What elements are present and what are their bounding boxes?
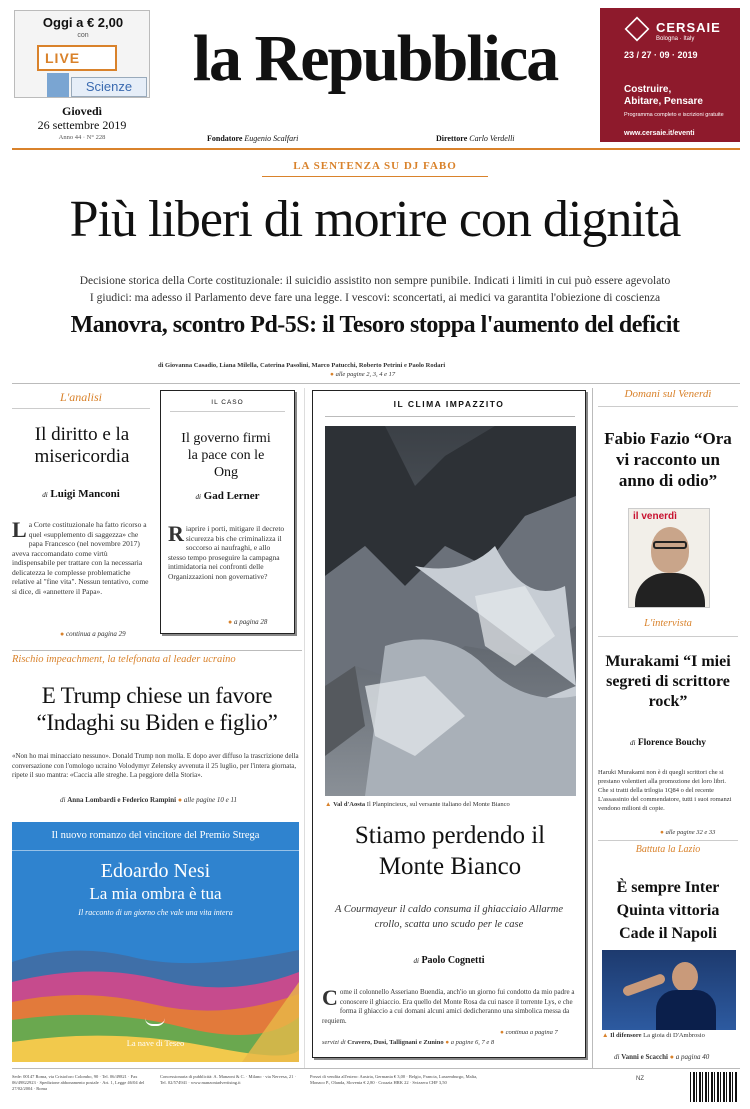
founder-label: Fondatore — [207, 134, 243, 143]
scienze-cover — [47, 73, 69, 97]
analisi-dropcap: L — [12, 517, 27, 542]
venerdi-label: Domani sul Venerdì — [624, 388, 712, 400]
clima-deck: A Courmayeur il caldo consuma il ghiacciaio Allarme crollo, scatta uno scudo per le case — [335, 904, 563, 930]
caso-body — [168, 521, 288, 581]
caso-dropcap: R — [168, 521, 184, 546]
lead-bylines: di Giovanna Casadio, Liana Milella, Caterina Pasolini, Marco Patucchi, Roberto Petrini e Paolo Rodari — [158, 362, 446, 369]
lead-deck-2: I giudici: ma adesso il Parlamento deve fare una legge. I vescovi: sconcertati, ai medici va garantita l'obiezione di coscienza — [89, 292, 661, 304]
book-ad[interactable] — [12, 822, 299, 1062]
analisi-continue — [60, 630, 126, 640]
caso-byline — [160, 490, 295, 502]
arrow-icon: ● — [445, 1039, 450, 1046]
date-day: Giovedì — [61, 104, 102, 118]
lazio-authors: Vanni e Scacchi — [621, 1053, 669, 1061]
footer-rule — [12, 1068, 740, 1069]
fazio-face — [651, 527, 689, 573]
cersaie-url[interactable]: www.cersaie.it/eventi — [624, 130, 695, 137]
footer-code: NZ — [636, 1076, 644, 1082]
clima-continue-text[interactable]: continua a pagina 7 — [505, 1029, 558, 1036]
caso-rule — [170, 411, 285, 412]
trump-headline[interactable]: E Trump chiese un favore “Indaghi su Biden e figlio” — [36, 683, 278, 735]
clima-body-text: ome il colonnello Asseriano Buendía, anch'io un giorno fui condotto da mio padre a conoscere il ghiaccio. Era quello del Monte Rosa da cui nasce il torrente Lys, e che forma il ghiaccio a cui domani alcuni amici dedicheranno una simbolica messa da requiem. — [322, 988, 575, 1025]
masthead-rule — [12, 148, 740, 150]
glacier-photo[interactable] — [325, 426, 576, 796]
arrow-icon: ▲ — [325, 801, 332, 808]
venerdi-headline[interactable]: Fabio Fazio “Ora vi racconto un anno di odio” — [604, 429, 732, 490]
arrow-icon: ● — [500, 1029, 504, 1036]
analisi-continue-text[interactable]: continua a pagina 29 — [65, 630, 126, 638]
price-with: con — [77, 32, 89, 39]
clima-dropcap: C — [322, 985, 338, 1010]
arrow-icon: ● — [177, 796, 183, 804]
glasses-icon — [653, 541, 687, 549]
inter-photo[interactable] — [602, 950, 736, 1030]
intervista-rule — [598, 636, 738, 637]
date: 26 settembre 2019 — [37, 118, 127, 132]
caso-prefix: di — [195, 493, 201, 501]
kicker-underline — [262, 176, 488, 177]
arrow-icon: ● — [330, 371, 334, 378]
analisi-author: Luigi Manconi — [50, 488, 120, 500]
murakami-byline — [598, 738, 738, 748]
issue-number: Anno 44 · N° 228 — [58, 134, 106, 141]
lazio-rule-top — [598, 840, 738, 841]
book-ad-publisher: La nave di Teseo — [126, 1038, 185, 1048]
murakami-body: Haruki Murakami non è di quegli scrittori che si prestano volentieri alla promozione dei loro libri. Che si tratti della trilogia 1Q84 o del recente L'assassinio del commendatore, tutti i suoi romanzi vendono milioni di copie. — [598, 769, 732, 812]
analisi-body — [12, 517, 152, 596]
lazio-kicker: Battuta la Lazio — [635, 844, 701, 855]
venerdi-cover-label: il venerdì — [633, 511, 677, 522]
founder-name: Eugenio Scalfari — [244, 134, 299, 143]
footer-col-2: Concessionaria di pubblicità: A. Manzoni & C. · Milano · via Nervesa, 21 · Tel. 02/574941 · www.manzoniadvertising.it — [160, 1074, 296, 1085]
footer-col-3: Prezzi di vendita all'estero: Austria, Germania € 3,00 · Belgio, Francia, Lussemburgo, Malta, Monaco P., Olanda, Slovenia € 2,80 · Croazia HRK 22 · Svizzera CHF 3,50 — [310, 1074, 478, 1085]
murakami-author: Florence Bouchy — [637, 738, 706, 748]
clima-servizi-authors: Cravero, Dusi, Tallignani e Zunino — [347, 1039, 444, 1046]
caso-label: IL CASO — [211, 399, 244, 406]
clima-caption-place: Val d'Aosta — [333, 801, 366, 808]
analisi-byline — [12, 488, 150, 500]
clima-rule — [325, 416, 575, 417]
arrow-icon: ● — [228, 618, 233, 626]
murakami-pages — [660, 828, 715, 838]
lead-deck-1: Decisione storica della Corte costituzionale: il suicidio assistito non sempre punibile. Indicati i limiti in cui può essere agevolato — [79, 275, 671, 287]
clima-caption — [325, 800, 576, 810]
barcode — [690, 1072, 738, 1102]
arrow-icon: ● — [60, 630, 65, 638]
cersaie-brand: CERSAIE — [656, 20, 721, 35]
price-label: Oggi a € 2,00 — [42, 15, 124, 30]
trump-body: «Non ho mai minacciato nessuno». Donald Trump non molla. E dopo aver diffuso la trascrizione della conversazione con l'omologo ucraino Volodymyr Zelensky avvenuta il 25 luglio, per l'intera giornata, ripete il suo mantra: «Caccia alle streghe. La peggiore della Storia». — [12, 752, 299, 779]
scienze-label: Scienze — [85, 79, 133, 94]
lazio-headline[interactable]: È sempre Inter Quinta vittoria Cade il Napoli — [616, 879, 720, 942]
lead-pages-text[interactable]: alle pagine 2, 3, 4 e 17 — [335, 371, 396, 378]
lazio-pages[interactable]: a pagina 40 — [675, 1053, 710, 1061]
trump-authors: Anna Lombardi e Federico Rampini — [67, 796, 177, 804]
book-ad-top: Il nuovo romanzo del vincitore del Premio Strega — [51, 830, 260, 841]
lead-headline: Più liberi di morire con dignità — [69, 191, 681, 248]
column-divider-left — [304, 388, 305, 1068]
player-figure — [672, 962, 698, 992]
lazio-prefix: di — [614, 1053, 620, 1061]
director-label: Direttore — [436, 134, 468, 143]
trump-pages[interactable]: alle pagine 10 e 11 — [183, 796, 237, 804]
caso-continue-text[interactable]: a pagina 28 — [233, 618, 268, 626]
trump-kicker: Rischio impeachment, la telefonata al leader ucraino — [12, 654, 236, 665]
price-box — [14, 10, 150, 98]
murakami-prefix: di — [630, 739, 636, 747]
clima-author: Paolo Cognetti — [421, 955, 485, 966]
book-ad-author: Edoardo Nesi — [100, 860, 211, 882]
director-line — [436, 134, 515, 143]
column-divider-right — [592, 388, 593, 1068]
venerdi-intervista: L'intervista — [644, 618, 692, 629]
book-ad-subtitle: Il racconto di un giorno che vale una vita intera — [78, 908, 233, 917]
clima-byline — [312, 955, 586, 966]
cersaie-dates: 23 / 27 · 09 · 2019 — [624, 50, 698, 60]
analisi-body-text: a Corte costituzionale ha fatto ricorso a quel «supplemento di saggezza» che papa Francesco (nel novembre 2017) aveva raccomandato come virtù indispensabile per trattare con la necessaria delicatezza le complesse problematiche relative al "fine vita". Nessun tentativo, come si dice, di «annettere il Papa». — [12, 520, 149, 596]
director-name: Carlo Verdelli — [469, 134, 515, 143]
scienze-badge — [71, 77, 147, 97]
footer-col-1: Sede: 00147 Roma, via Cristoforo Colombo, 90 · Tel. 06/49821 · Fax 06/49822923 · Spedizione abbonamento postale · Art. 1, Legge 46/04 del 27/02/2004 · Roma — [12, 1074, 145, 1091]
analisi-rule — [12, 408, 150, 409]
arrow-icon: ● — [660, 829, 664, 836]
venerdi-rule — [598, 406, 738, 407]
caso-continue — [228, 618, 267, 628]
cersaie-ad[interactable] — [600, 8, 740, 142]
cube-icon — [625, 17, 650, 42]
clima-headline[interactable]: Stiamo perdendo il Monte Bianco — [354, 822, 546, 880]
clima-label: IL CLIMA IMPAZZITO — [393, 399, 505, 409]
arrow-icon: ▲ — [602, 1032, 609, 1039]
cersaie-line2: Abitare, Pensare — [624, 96, 703, 107]
lead-pages — [330, 371, 395, 378]
book-ad-rule — [12, 850, 299, 851]
lead-kicker: LA SENTENZA SU DJ FABO — [293, 160, 457, 172]
landscape-illustration — [12, 822, 299, 1062]
clima-body — [322, 985, 578, 1026]
book-ad-title: La mia ombra è tua — [89, 884, 222, 903]
venerdi-cover[interactable] — [628, 508, 710, 608]
clima-caption-text: Il Planpincieux, sul versante italiano del Monte Bianco — [366, 801, 510, 808]
caso-box — [160, 390, 295, 634]
trump-rule-top — [12, 650, 302, 651]
trump-byline — [60, 796, 300, 806]
fazio-jacket — [635, 573, 705, 608]
founder-line — [207, 134, 298, 143]
clima-servizi-pages[interactable]: a pagine 6, 7 e 8 — [450, 1039, 495, 1046]
cersaie-place: Bologna · Italy — [656, 36, 695, 42]
lazio-caption-label: Il difensore — [610, 1032, 642, 1039]
clima-servizi — [322, 1038, 578, 1048]
analisi-prefix: di — [42, 491, 48, 499]
murakami-pages-text[interactable]: alle pagine 32 e 33 — [665, 829, 716, 836]
masthead-title: la Repubblica — [192, 22, 558, 95]
clima-prefix: di — [413, 957, 419, 965]
lead-rule — [12, 383, 740, 384]
cersaie-small: Programma completo e iscrizioni gratuite — [624, 112, 724, 118]
second-headline: Manovra, scontro Pd-5S: il Tesoro stoppa l'aumento del deficit — [70, 312, 680, 338]
analisi-title[interactable]: Il diritto e la misericordia — [34, 424, 130, 467]
trump-prefix: di — [60, 796, 66, 804]
player-arm — [622, 973, 667, 997]
live-badge — [37, 45, 117, 71]
murakami-headline[interactable]: Murakami “I miei segreti di scrittore rock” — [605, 653, 731, 710]
caso-author: Gad Lerner — [203, 490, 260, 502]
caso-title[interactable]: Il governo firmi la pace con le Ong — [181, 431, 271, 480]
caso-body-text: iaprire i porti, mitigare il decreto sicurezza bis che criminalizza il soccorso ai naufraghi, e allo stesso tempo proseguire la campagna intimidatoria nei confronti delle Organizzazioni non governative? — [168, 524, 285, 581]
clima-servizi-prefix: servizi di — [322, 1039, 346, 1046]
analisi-label: L'analisi — [60, 390, 102, 404]
lazio-byline — [614, 1053, 744, 1063]
live-label: LIVE — [45, 50, 81, 66]
lazio-caption-text: La gioia di D'Ambrosio — [643, 1032, 705, 1039]
player-shirt — [656, 990, 716, 1030]
clima-continue — [500, 1028, 558, 1038]
lazio-caption — [602, 1031, 742, 1041]
cersaie-line1: Costruire, — [624, 84, 672, 95]
arrow-icon: ● — [669, 1053, 674, 1061]
